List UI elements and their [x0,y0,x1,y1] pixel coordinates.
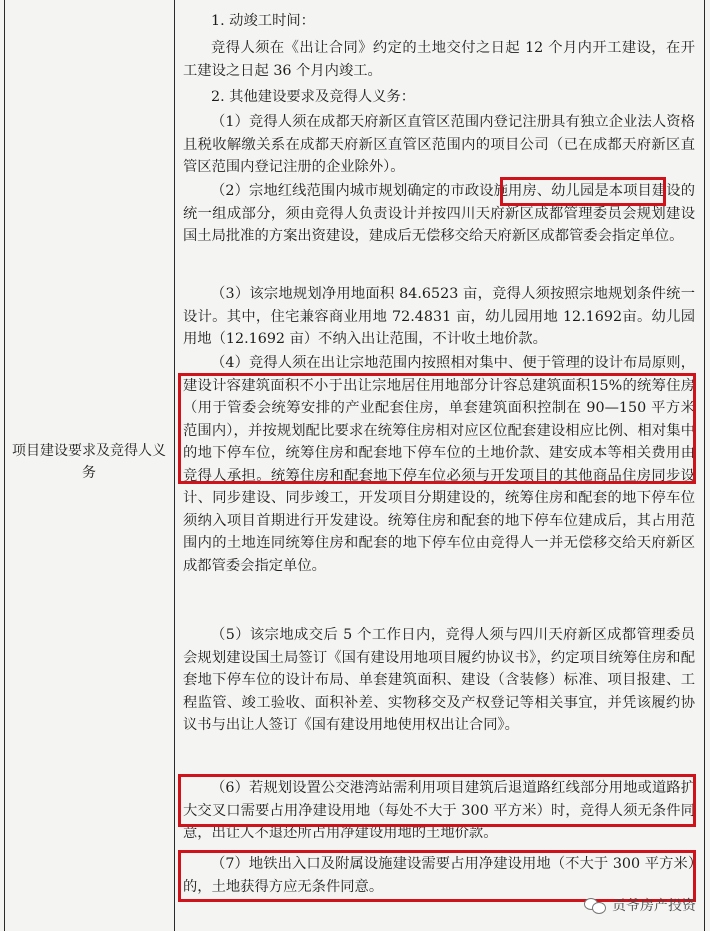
paragraph-completion-time: 竞得人须在《出让合同》约定的土地交付之日起 12 个月内开工建设，在开工建设之日起 36 个月内竣工。 [183,40,695,79]
row-header-label: 项目建设要求及竞得人义务 [12,443,166,481]
highlight-box-facilities [500,177,666,206]
table-border-left [4,0,5,931]
table-border-right [704,0,705,931]
paragraph-item-3: （3）该宗地规划净用地面积 84.6523 亩，竞得人须按照宗地规划条件统一设计。其中，住宅兼容商业用地 72.4831 亩，幼儿园用地 12.1692亩。幼儿园用地（12.1692 亩）不纳入出让范围，不计收土地价款。 [183,286,695,347]
paragraph-item-7: （7）地铁出入口及附属设施建设需要占用净建设用地（不大于 300 平方米）的，土地获得方应无条件同意。 [183,856,695,895]
wechat-icon [584,896,606,914]
paragraph-heading-2: 2. 其他建设要求及竞得人义务： [211,89,416,105]
paragraph-item-4: （4）竞得人须在出让宗地范围内按照相对集中、便于管理的设计布局原则，建设计容建筑面积不小于出让宗地居住用地部分计容总建筑面积15%的统筹住房（用于管委会统筹安排的产业配套住房，单套建筑面积控制在 90—150 平方米范围内），并按规划配比要求在统筹住房相对应区位配套建设相应比例、相对集中的地下停车位，统筹住房和配套地下停车位的土地价款、建安成本等相关费用由竞得人承担。统筹住房和配套地下停车位必须与开发项目的其他商品住房同步设计、同步建设、同步竣工，开发项目分期建设的，统筹住房和配套的地下停车位须纳入项目首期进行开发建设。统筹住房和配套的地下停车位建成后，其占用范围内的土地连同统筹住房和配套的地下停车位由竞得人一并无偿移交给天府新区成都管委会指定单位。 [183,355,695,574]
watermark-text: 贡爷房产投资 [612,898,696,914]
watermark [584,895,696,915]
paragraph-item-5: （5）该宗地成交后 5 个工作日内，竞得人须与四川天府新区成都管理委员会规划建设国土局签订《国有建设用地项目履约协议书》，约定项目统筹住房和配套地下停车位的设计布局、单套建筑面积、建设（含装修）标准、项目报建、工程监管、竣工验收、面积补差、实物移交及产权登记等相关事宜，并凭该履约协议书与出让人签订《国有建设用地使用权出让合同》。 [183,627,695,733]
table-column-divider [174,0,175,931]
paragraph-item-1: （1）竞得人须在成都天府新区直管区范围内登记注册具有独立企业法人资格且税收解缴关系在成都天府新区直管区范围内的项目公司（已在成都天府新区直管区范围内登记注册的企业除外）。 [183,114,695,175]
paragraph-item-2: （2）宗地红线范围内城市规划确定的市政设施用房、幼儿园是本项目建设的统一组成部分，须由竞得人负责设计并按四川天府新区成都管理委员会规划建设国土局批准的方案出资建设，建成后无偿移交给天府新区成都管委会指定单位。 [183,183,695,244]
paragraph-item-6: （6）若规划设置公交港湾站需利用项目建筑后退道路红线部分用地或道路扩大交叉口需要占用净建设用地（每处不大于 300 平方米）时，竞得人须无条件同意，出让人不退还所占用净建设用地的土地价款。 [183,780,695,841]
highlight-box-housing [178,373,696,484]
highlight-box-bus-bay [178,774,696,827]
paragraph-heading-1: 1. 动竣工时间： [211,13,315,29]
